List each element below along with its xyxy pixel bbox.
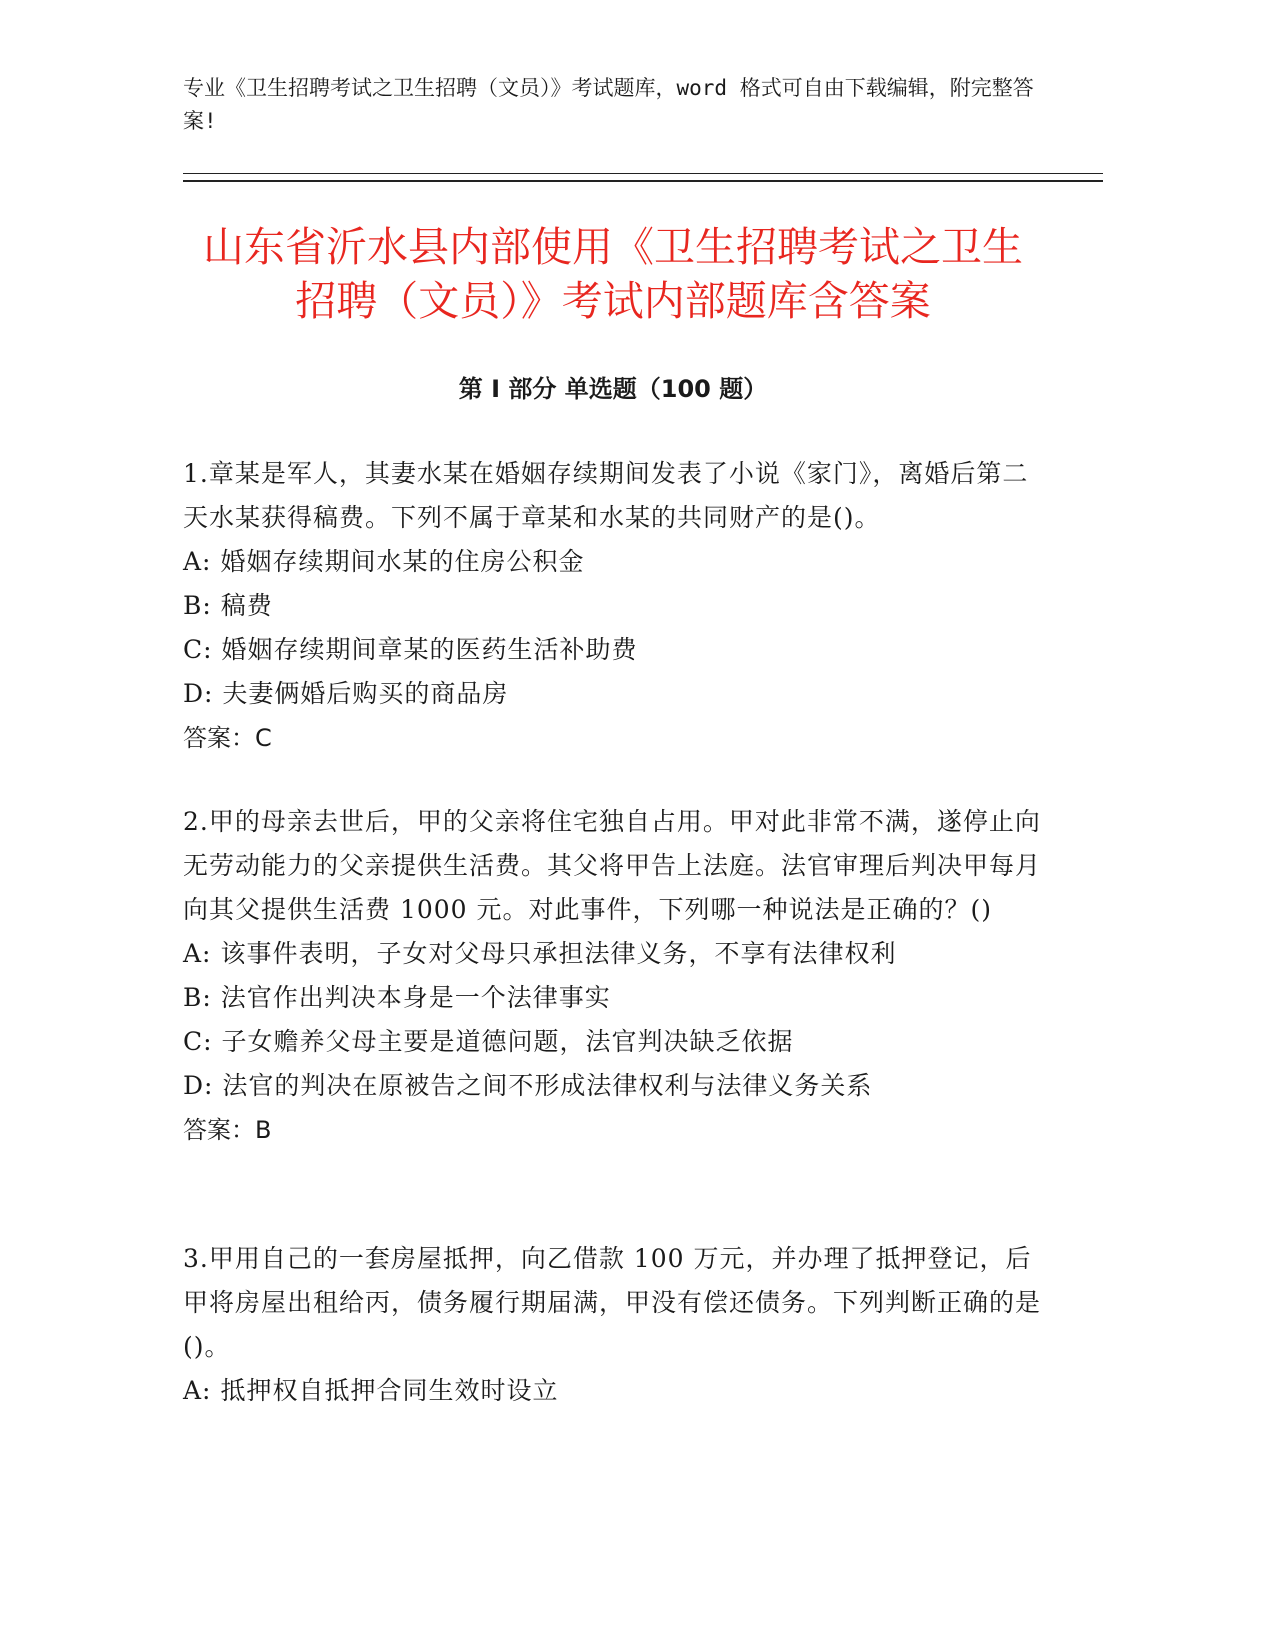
option-letter: D: [183,679,214,708]
header-divider-thick [183,180,1103,182]
question-2 [183,800,1043,1152]
question-stem: 2.甲的母亲去世后，甲的父亲将住宅独自占用。甲对此非常不满，遂停止向无劳动能力的父亲提供生活费。其父将甲告上法庭。法官审理后判决甲每月向其父提供生活费 1000 元。对此事件，下列哪一种说法是正确的？() [183,807,1042,924]
option-letter: A: [183,547,212,576]
answer-line: 答案：B [183,1116,272,1144]
option-text: 该事件表明，子女对父母只承担法律义务，不享有法律权利 [220,939,897,968]
option-b [183,584,1043,628]
option-a [183,1369,1043,1413]
question-3 [183,1237,1043,1413]
option-c [183,1020,1043,1064]
option-a [183,932,1043,976]
option-text: 抵押权自抵押合同生效时设立 [220,1376,559,1405]
option-a [183,540,1043,584]
option-text: 法官的判决在原被告之间不形成法律权利与法律义务关系 [222,1071,873,1100]
option-text: 稿费 [220,591,273,620]
option-letter: C: [183,1027,213,1056]
option-text: 婚姻存续期间水某的住房公积金 [220,547,585,576]
option-b [183,976,1043,1020]
header-divider-thin [183,173,1103,174]
option-letter: D: [183,1071,214,1100]
question-1 [183,452,1043,760]
option-letter: B: [183,983,212,1012]
header-note: 专业《卫生招聘考试之卫生招聘（文员）》考试题库，word 格式可自由下载编辑，附完整答案! [183,76,1034,133]
section-heading: 第 I 部分 单选题（100 题） [458,375,768,403]
option-c [183,628,1043,672]
option-d [183,1064,1043,1108]
question-stem: 1.章某是军人，其妻水某在婚姻存续期间发表了小说《家门》，离婚后第二天水某获得稿费。下列不属于章某和水某的共同财产的是()。 [183,459,1029,532]
option-letter: A: [183,939,212,968]
answer-line: 答案：C [183,724,272,752]
option-text: 法官作出判决本身是一个法律事实 [220,983,611,1012]
option-letter: C: [183,635,213,664]
option-text: 婚姻存续期间章某的医药生活补助费 [221,635,638,664]
option-letter: B: [183,591,212,620]
question-stem: 3.甲用自己的一套房屋抵押，向乙借款 100 万元，并办理了抵押登记，后甲将房屋出租给丙，债务履行期届满，甲没有偿还债务。下列判断正确的是()。 [183,1244,1042,1361]
option-letter: A: [183,1376,212,1405]
option-text: 子女赡养父母主要是道德问题，法官判决缺乏依据 [221,1027,794,1056]
option-text: 夫妻俩婚后购买的商品房 [222,679,509,708]
option-d [183,672,1043,716]
document-title: 山东省沂水县内部使用《卫生招聘考试之卫生招聘（文员）》考试内部题库含答案 [203,223,1023,325]
